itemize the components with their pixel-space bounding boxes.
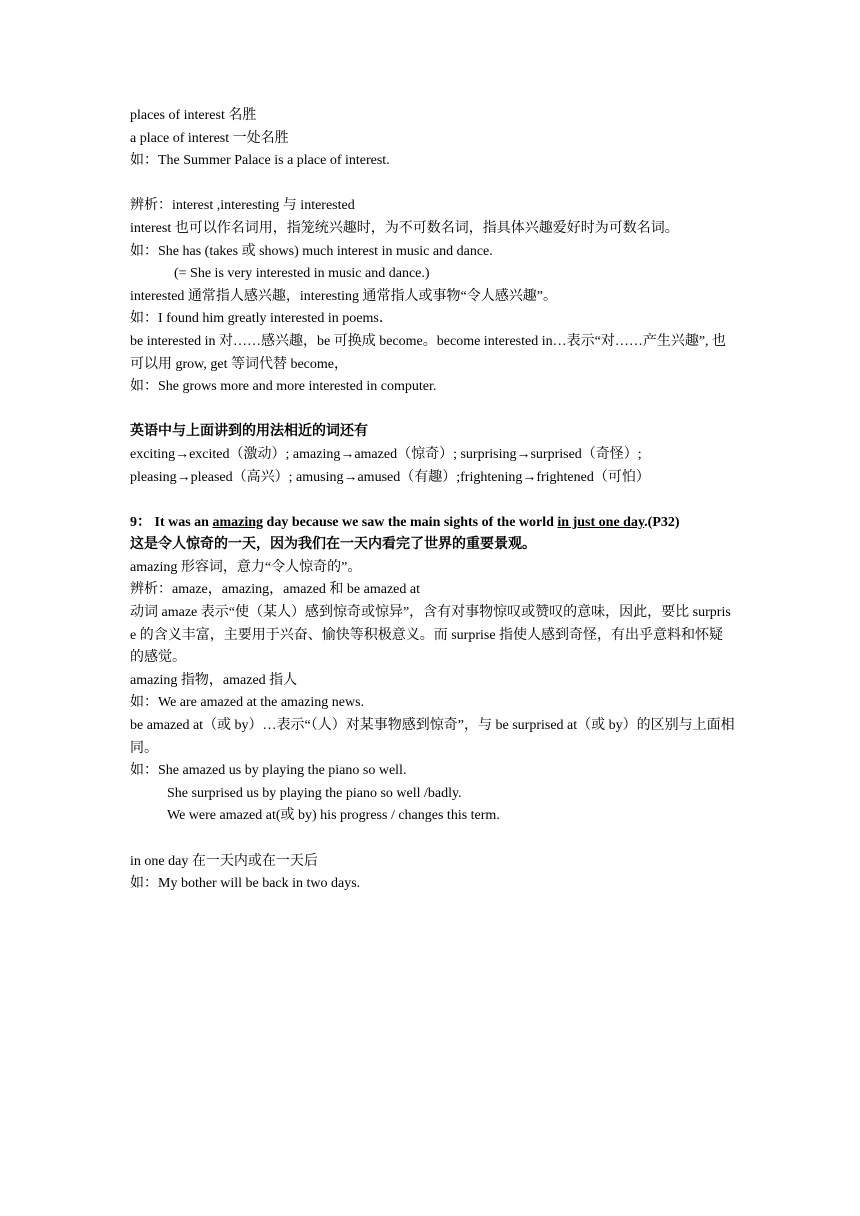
- blank-line: [130, 828, 735, 851]
- blank-line: [130, 399, 735, 422]
- text-line: amazing 指物，amazed 指人: [130, 672, 298, 688]
- underlined-word: amazing: [212, 514, 264, 530]
- example-line: 如：She has (takes 或 shows) much interest in music and dance.: [130, 243, 493, 259]
- sentence-part: .(P32): [644, 514, 680, 530]
- example-line: (= She is very interested in music and dance.): [174, 266, 430, 282]
- analysis-heading: 辨析：interest ,interesting 与 interested: [130, 198, 355, 214]
- analysis-heading: 辨析：amaze，amazing，amazed 和 be amazed at: [130, 582, 420, 598]
- word-pairs-line: pleasing→pleased（高兴）; amusing→amused（有趣）;frightening→frightened（可怕）: [130, 469, 650, 485]
- section-heading: 英语中与上面讲到的用法相近的词还有: [130, 424, 368, 440]
- document-body: [130, 105, 735, 896]
- text-line: interested 通常指人感兴趣，interesting 通常指人或事物“令人感兴趣”。: [130, 288, 557, 304]
- example-line: We were amazed at(或 by) his progress / changes this term.: [167, 808, 500, 824]
- example-line: 如：I found him greatly interested in poems．: [130, 311, 393, 327]
- example-line: 如：She grows more and more interested in computer.: [130, 379, 437, 395]
- example-line: 如：She amazed us by playing the piano so well.: [130, 763, 407, 779]
- word-pairs-line: exciting→excited（激动）; amazing→amazed（惊奇）; surprising→surprised（奇怪）;: [130, 446, 642, 462]
- text-paragraph: 动词 amaze 表示“使（某人）感到惊奇或惊异”，含有对事物惊叹或赞叹的意味，因此，要比 surprise 的含义丰富，主要用于兴奋、愉快等积极意义。而 surprise 指使人感到奇怪，有出乎意料和怀疑的感觉。: [130, 605, 731, 666]
- sentence-translation: 这是令人惊奇的一天，因为我们在一天内看完了世界的重要景观。: [130, 537, 536, 553]
- blank-line: [130, 489, 735, 512]
- text-line: interest 也可以作名词用，指笼统兴趣时，为不可数名词，指具体兴趣爱好时为可数名词。: [130, 220, 679, 236]
- example-line: 如：My bother will be back in two days.: [130, 876, 361, 892]
- example-line: 如：The Summer Palace is a place of interest.: [130, 153, 390, 169]
- example-line: She surprised us by playing the piano so well /badly.: [167, 785, 462, 801]
- sentence-heading: [130, 512, 735, 535]
- sentence-part: day because we saw the main sights of the world: [263, 514, 558, 530]
- text-line: in one day 在一天内或在一天后: [130, 853, 318, 869]
- text-paragraph: be amazed at（或 by）…表示“（人）对某事物感到惊奇”，与 be surprised at（或 by）的区别与上面相同。: [130, 718, 735, 756]
- sentence-part: 9： It was an: [130, 514, 213, 530]
- text-line: places of interest 名胜: [130, 108, 257, 123]
- blank-line: [130, 173, 735, 196]
- text-line: a place of interest 一处名胜: [130, 130, 289, 146]
- text-line: amazing 形容词，意力“令人惊奇的”。: [130, 559, 362, 575]
- underlined-phrase: in just one day: [557, 514, 645, 530]
- text-paragraph: be interested in 对……感兴趣，be 可换成 become。become interested in…表示“对……产生兴趣”, 也可以用 grow, get 等词代替 become，: [130, 333, 727, 372]
- example-line: 如：We are amazed at the amazing news.: [130, 695, 365, 711]
